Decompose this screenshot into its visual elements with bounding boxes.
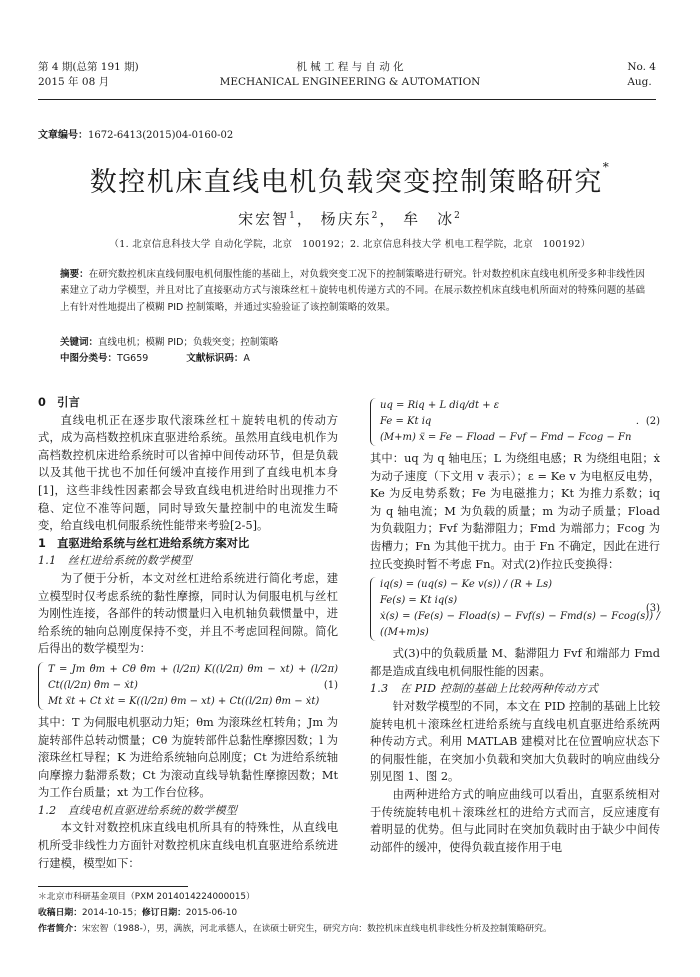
body-paragraph: 本文针对数控机床直线电机所具有的特殊性，从直线电机所受非线性力方面针对数控机床直线电机直驱进给系统进行建模，模型如下：: [38, 821, 338, 870]
subsection-heading: 1.2 直线电机直驱进给系统的数学模型: [38, 803, 238, 817]
equation-line: ẋ(s) = (Fe(s) − Fload(s) − Fvf(s) − Fmd(s) − Fcog(s)) / ((M+m)s): [380, 611, 660, 639]
keywords-text: 直线电机；模糊 PID；负载突变；控制策略: [98, 337, 279, 348]
article-number-label: 文章编号：: [38, 130, 88, 141]
footnote-dates: [38, 906, 658, 920]
author-name: 杨庆东: [320, 210, 372, 228]
paper-title: [0, 160, 700, 199]
equation-1: [38, 662, 338, 710]
subsection-heading: 1.3 在 PID 控制的基础上比较两种传动方式: [370, 682, 599, 696]
equation-brace: [370, 577, 377, 641]
abstract-text: 在研究数控机床直线伺服电机伺服性能的基础上，对负载突变工况下的控制策略进行研究。针对数控机床直线电机所受多种非线性因素建立了动力学模型，并且对比了直接驱动方式与滚珠丝杠＋旋转电机传递方式的不同。在展示数控机床直线电机所面对的特殊问题的基础上有针对性地提出了模糊 PID 控制策略，并通过实验验证了该控制策略的效果。: [60, 269, 645, 313]
body-paragraph: 由两种进给方式的响应曲线可以看出，直驱系统相对于传统旋转电机＋滚珠丝杠的进给方式而言，反应速度有着明显的优势。但与此同时在突加负载时由于缺少中间传动部件的缓冲，使得负载直接作用于电: [370, 787, 660, 854]
footnote-fund: ＊北京市科研基金项目（PXM 2014014224000015）: [38, 892, 255, 902]
right-column: [370, 394, 660, 856]
equation-number: ．(2): [635, 416, 660, 427]
abstract: [60, 267, 645, 316]
article-number: [38, 126, 233, 141]
equation-brace: [38, 662, 45, 710]
header-journal: [0, 60, 700, 90]
equation-line: iq(s) = (uq(s) − Ke v(s)) / (R + Ls): [380, 579, 553, 591]
author-name: 宋宏智: [238, 210, 290, 228]
body-paragraph: 式(3)中的负载质量 M、黏滞阻力 Fvf 和端部力 Fmd 都是造成直线电机伺服性能的因素。: [370, 647, 660, 678]
body-paragraph: 针对数学模型的不同，本文在 PID 控制的基础上比较旋转电机＋滚珠丝杠进给系统与直线电机直驱进给系统两种传动方式。利用 MATLAB 建模对比在位置响应状态下的伺服性能，在突加小负载和突加大负载时的响应曲线分别见图 1、图 2。: [370, 699, 660, 784]
title-footnote-mark: *: [602, 160, 611, 174]
equation-3: [370, 577, 660, 641]
revised-date: 2015-06-10: [185, 908, 238, 918]
equation-line: Fe = Kt iq: [380, 416, 432, 427]
header-date-cn: 2015 年 08 月: [38, 76, 110, 88]
footnote-author: [38, 922, 658, 936]
section-heading: 0 引言: [38, 396, 80, 409]
footnote-rule: [38, 886, 188, 887]
header-journal-en: MECHANICAL ENGINEERING & AUTOMATION: [219, 76, 481, 88]
equation-line: (M+m) ẍ = Fe − Fload − Fvf − Fmd − Fcog − Fn: [380, 432, 632, 443]
author-sup: 1: [289, 211, 297, 221]
author-bio-label: 作者简介：: [38, 924, 82, 934]
doc-code-label: 文献标识码：: [186, 353, 244, 364]
received-label: 收稿日期：: [38, 908, 82, 918]
body-paragraph: 其中：uq 为 q 轴电压；L 为绕组电感；R 为绕组电阻；ẋ 为动子速度（下文用 v 表示）；ε = Ke v 为电枢反电势，Ke 为反电势系数；Fe 为电磁推力；Kt 为推力系数；iq 为 q 轴电流；M 为负载的质量；m 为动子质量；Fload 为负载阻力；Fvf 为黏滞阻力；Fmd 为端部力；Fcog 为齿槽力；Fn 为其他干扰力。由于 Fn 不确定，因此在进行拉氏变换时暂不考虑 Fn。对式(2)作拉氏变换得：: [370, 452, 660, 571]
equation-line: uq = Riq + L diq/dt + ε: [380, 400, 500, 411]
equation-line: T = Jm θ̈m + Cθ θ̇m + (l/2π) K((l/2π) θm − xt) + (l/2π) Ct((l/2π) θ̇m − ẋt): [48, 663, 338, 691]
body-paragraph: 为了便于分析，本文对丝杠进给系统进行简化考虑，建立模型时仅考虑系统的黏性摩擦，同时认为伺服电机与丝杠为刚性连接，各部件的转动惯量归入电机轴负载惯量中，进给系统的轴向总刚度保持不变，并且不考虑回程间隙。简化后得出的数学模型为：: [38, 571, 338, 656]
affiliation: （1. 北京信息科技大学 自动化学院，北京 100192；2. 北京信息科技大学 机电工程学院，北京 100192）: [109, 239, 591, 250]
header-no-en: No. 4: [627, 61, 656, 73]
author-sup: 2: [371, 211, 380, 221]
equation-number: (1): [323, 679, 338, 691]
author-sup: 2: [454, 211, 462, 221]
header-issue-cn: 第 4 期(总第 191 期): [38, 61, 139, 73]
clc-label: 中图分类号：: [60, 353, 118, 364]
header-month-en: Aug.: [627, 76, 652, 88]
section-heading: 1 直驱进给系统与丝杠进给系统方案对比: [38, 536, 250, 550]
body-paragraph: 其中：T 为伺服电机驱动力矩；θm 为滚珠丝杠转角；Jm 为旋转部件总转动惯量；Cθ 为旋转部件总黏性摩擦因数；l 为滚珠丝杠导程；K 为进给系统轴向总刚度；Ct 为进给系统轴向摩擦力黏滞系数；Ct 为滚动直线导轨黏性摩擦因数；Mt 为工作台质量；xt 为工作台位移。: [38, 715, 338, 800]
clc-value: TG659: [117, 353, 149, 364]
received-date: 2014-10-15；: [82, 908, 142, 918]
intro-paragraph: 直线电机正在逐步取代滚珠丝杠＋旋转电机的传动方式，成为高档数控机床直驱进给系统。虽然用直线电机作为高档数控机床进给系统时可以省掉中间传动环节，但是负载以及其他干扰也不加任何缓冲直接作用到了直线电机本身[1]，这些非线性因素都会导致直线电机进给时出现推力不稳、定位不准等问题，同时导致矢量控制中的电流发生畸变，给直线电机伺服系统性能带来考验[2-5]。: [38, 413, 338, 533]
header-rule: [38, 99, 656, 100]
doc-code-value: A: [243, 353, 250, 364]
revised-label: 修订日期：: [141, 908, 186, 918]
left-column: [38, 394, 338, 872]
author-bio: 宋宏智（1988-），男，满族，河北承德人，在读硕士研究生，研究方向：数控机床直线电机非线性分析及控制策略研究。: [82, 924, 552, 934]
equation-line: Fe(s) = Kt iq(s): [380, 595, 458, 607]
author-name: 牟 冰: [403, 210, 455, 228]
header-journal-cn: 机 械 工 程 与 自 动 化: [296, 61, 404, 73]
article-number-value: 1672-6413(2015)04-0160-02: [88, 130, 234, 141]
classification: [60, 350, 250, 364]
equation-line: Mt ẍt + Ct ẋt = K((l/2π) θm − xt) + Ct((l/2π) θ̇m − ẋt): [48, 695, 320, 707]
author-list: 宋宏智$^1$， 杨庆东$^2$， 牟 冰$^2$: [238, 210, 462, 228]
equation-brace: [370, 398, 377, 446]
abstract-label: 摘要：: [60, 269, 89, 280]
subsection-heading: 1.1 丝杠进给系统的数学模型: [38, 554, 192, 568]
keywords: [60, 334, 645, 348]
equation-2: [370, 398, 660, 446]
equation-number: (3): [645, 603, 660, 615]
header-issue-en: [627, 60, 656, 90]
keywords-label: 关键词：: [60, 337, 99, 348]
paper-title-text: 数控机床直线电机负载突变控制策略研究: [89, 167, 603, 198]
